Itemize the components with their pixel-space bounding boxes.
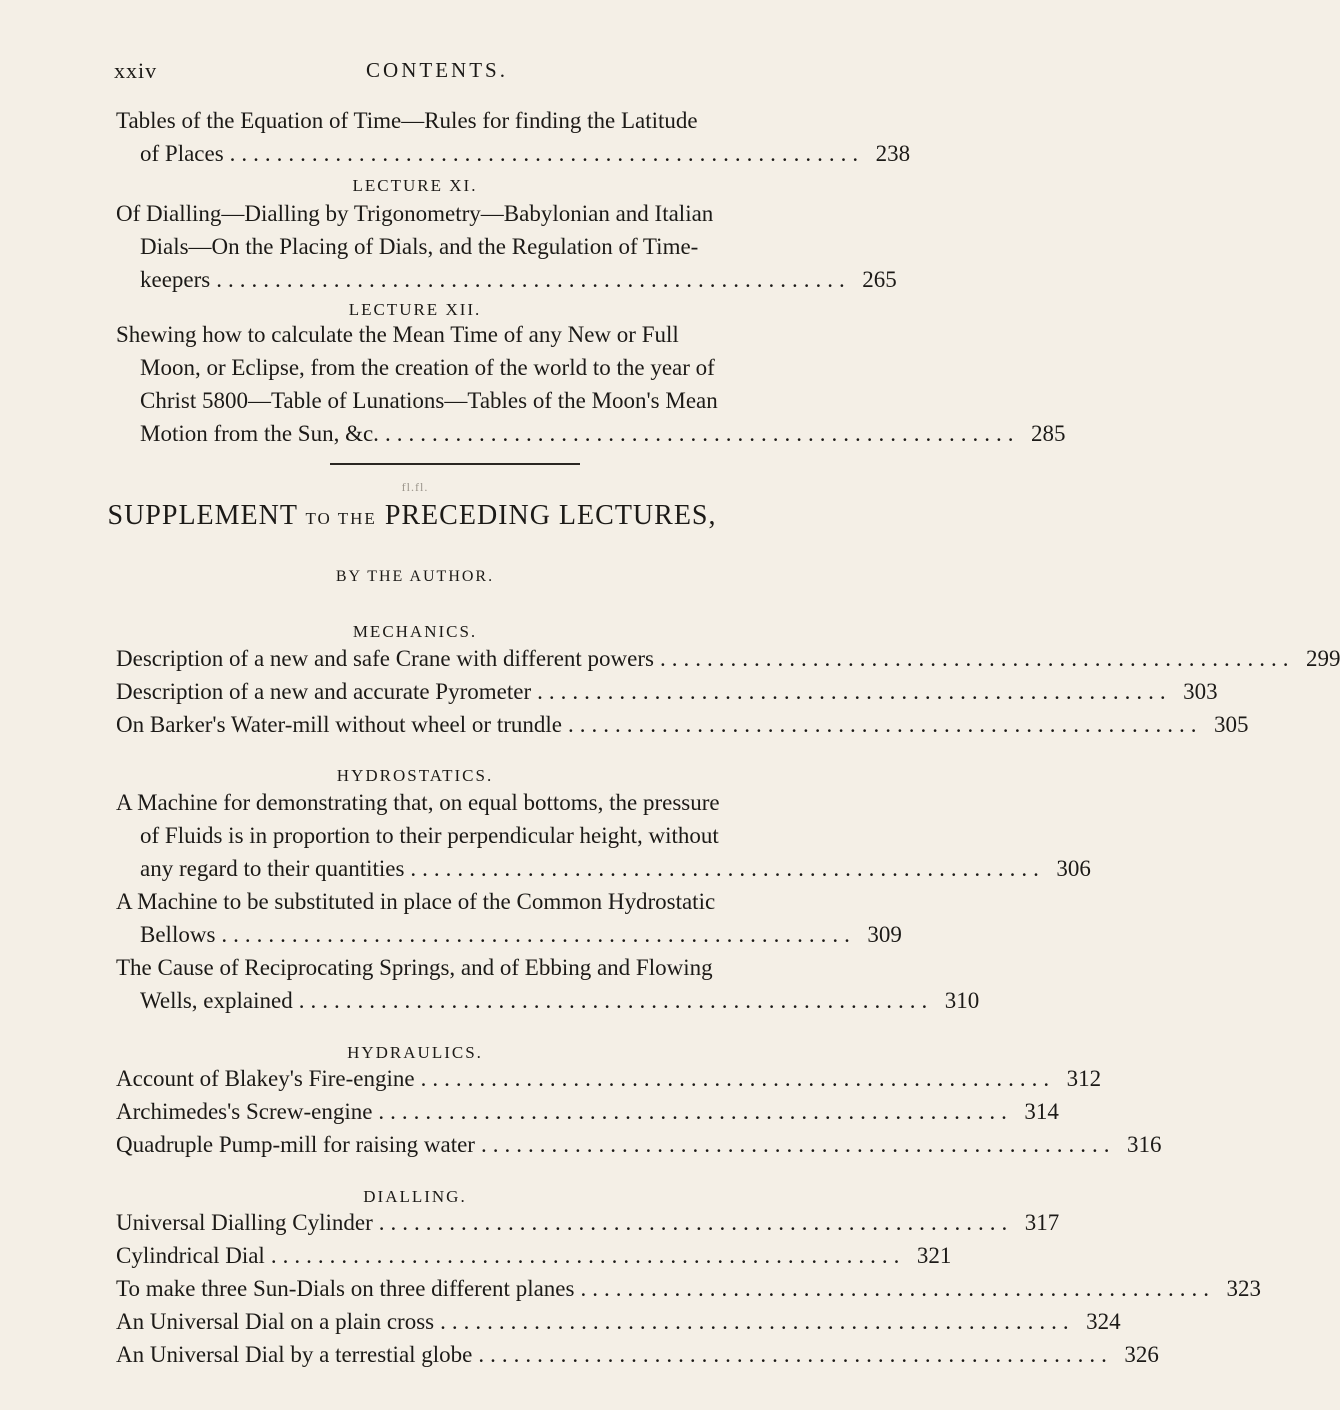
running-title: CONTENTS.: [366, 58, 508, 82]
entry-page-number: 265: [862, 267, 897, 292]
entry-page-number: 312: [1066, 1066, 1102, 1091]
entry-page-number: 238: [875, 141, 911, 166]
lecture-xi-heading: LECTURE XI.: [352, 176, 478, 195]
entry-last-line: [116, 918, 902, 951]
entry-page-number: 321: [916, 1243, 952, 1268]
toc-entry-three-sun-dials: [116, 1272, 1261, 1305]
entry-line: of Fluids is in proportion to their perpendicular height, without: [140, 823, 719, 848]
entry-text: Quadruple Pump-mill for raising water: [116, 1132, 475, 1157]
entry-last-line: [116, 137, 911, 170]
entry-last-line: [116, 675, 1218, 708]
entry-line: A Machine to be substituted in place of the Common Hydrostatic: [116, 889, 716, 914]
toc-entry-pump-mill: [116, 1128, 1162, 1161]
entry-text: Description of a new and safe Crane with different powers: [116, 646, 654, 671]
entry-text: Archimedes's Screw-engine: [116, 1099, 373, 1124]
leader-dots: ......................................................: [440, 1309, 1075, 1334]
entry-last-line: [116, 852, 1091, 885]
entry-text: On Barker's Water-mill without wheel or trundle: [116, 712, 562, 737]
toc-entry-hydrostatic-bellows: [116, 885, 902, 951]
entry-page-number: 324: [1086, 1309, 1121, 1334]
running-head: [114, 58, 730, 88]
lecture-xii-heading: LECTURE XII.: [348, 300, 482, 319]
entry-line: Tables of the Equation of Time—Rules for finding the Latitude: [116, 108, 698, 133]
entry-page-number: 299: [1305, 646, 1340, 671]
entry-line: Moon, or Eclipse, from the creation of the world to the year of: [140, 355, 715, 380]
toc-entry-fire-engine: [116, 1062, 1102, 1095]
entry-last-line: [116, 263, 897, 296]
entry-page-number: 306: [1056, 856, 1091, 881]
toc-entry-pyrometer: [116, 675, 1218, 708]
dialling-heading: DIALLING.: [363, 1187, 467, 1206]
entry-line: Of Dialling—Dialling by Trigonometry—Babylonian and Italian: [116, 201, 714, 226]
entry-line: A Machine for demonstrating that, on equal bottoms, the pressure: [116, 790, 720, 815]
entry-last-line: [116, 1305, 1121, 1338]
leader-dots: ......................................................: [270, 1243, 906, 1268]
entry-page-number: 326: [1124, 1342, 1159, 1367]
entry-last-line: [116, 1338, 1159, 1371]
leader-dots: ......................................................: [480, 1132, 1116, 1157]
entry-text: Description of a new and accurate Pyrometer: [116, 679, 532, 704]
entry-text: of Places: [140, 141, 224, 166]
library-stamp: fl.fl.: [401, 480, 429, 494]
leader-dots: ......................................................: [221, 922, 856, 947]
supplement-title-part: PRECEDING LECTURES,: [384, 500, 717, 531]
toc-entry-reciprocating-springs: [116, 951, 980, 1017]
toc-entry-dialling: [116, 197, 897, 296]
entry-text: Bellows: [140, 922, 216, 947]
entry-line: Dials—On the Placing of Dials, and the Regulation of Time-: [140, 234, 699, 259]
entry-last-line: [116, 1239, 952, 1272]
leader-dots: ......................................................: [298, 988, 934, 1013]
leader-dots: ......................................................: [229, 141, 865, 166]
toc-entry-tables-equation-time: [116, 104, 911, 170]
entry-text: Account of Blakey's Fire-engine: [116, 1066, 415, 1091]
entry-last-line: [116, 1062, 1102, 1095]
leader-dots: ......................................................: [420, 1066, 1056, 1091]
leader-dots: ......................................................: [567, 712, 1203, 737]
supplement-byline: BY THE AUTHOR.: [335, 568, 495, 585]
entry-line: Shewing how to calculate the Mean Time of any New or Full: [116, 322, 679, 347]
section-divider-rule: [330, 463, 580, 465]
entry-last-line: [116, 1272, 1261, 1305]
leader-dots: ......................................................: [537, 679, 1172, 704]
entry-page-number: 285: [1030, 421, 1066, 446]
entry-line: Christ 5800—Table of Lunations—Tables of the Moon's Mean: [140, 388, 718, 413]
entry-text: To make three Sun-Dials on three different planes: [116, 1276, 575, 1301]
mechanics-heading: MECHANICS.: [352, 622, 478, 641]
entry-page-number: 310: [944, 988, 980, 1013]
hydrostatics-heading: HYDROSTATICS.: [336, 766, 494, 785]
toc-entry-plain-cross-dial: [116, 1305, 1121, 1338]
toc-entry-dialling-cylinder: [116, 1206, 1060, 1239]
entry-page-number: 309: [867, 922, 902, 947]
entry-page-number: 305: [1213, 712, 1249, 737]
entry-text: Universal Dialling Cylinder: [116, 1210, 373, 1235]
entry-line: The Cause of Reciprocating Springs, and of Ebbing and Flowing: [116, 955, 713, 980]
entry-page-number: 314: [1024, 1099, 1059, 1124]
supplement-title-part: SUPPLEMENT: [107, 500, 298, 531]
hydraulics-heading: HYDRAULICS.: [347, 1043, 483, 1062]
supplement-title: [0, 500, 800, 532]
supplement-title-part: TO THE: [305, 509, 377, 528]
toc-entry-water-mill: [116, 708, 1249, 741]
leader-dots: ......................................................: [580, 1276, 1215, 1301]
entry-page-number: 303: [1183, 679, 1218, 704]
toc-entry-mean-time: [116, 318, 1066, 450]
entry-last-line: [116, 1128, 1162, 1161]
entry-text: Cylindrical Dial: [116, 1243, 265, 1268]
leader-dots: ......................................................: [378, 1099, 1013, 1124]
entry-last-line: [116, 417, 1066, 450]
entry-text: Wells, explained: [140, 988, 293, 1013]
toc-entry-crane: [116, 642, 1340, 675]
toc-entry-screw-engine: [116, 1095, 1059, 1128]
entry-last-line: [116, 1206, 1060, 1239]
entry-text: keepers: [140, 267, 211, 292]
entry-page-number: 323: [1226, 1276, 1261, 1301]
entry-text: Motion from the Sun, &c.: [140, 421, 379, 446]
leader-dots: ......................................................: [384, 421, 1020, 446]
toc-entry-cylindrical-dial: [116, 1239, 952, 1272]
entry-last-line: [116, 984, 980, 1017]
entry-last-line: [116, 642, 1340, 675]
leader-dots: ......................................................: [659, 646, 1295, 671]
entry-text: any regard to their quantities: [140, 856, 405, 881]
entry-page-number: 317: [1024, 1210, 1060, 1235]
leader-dots: ......................................................: [410, 856, 1045, 881]
entry-text: An Universal Dial by a terrestial globe: [116, 1342, 473, 1367]
page-number: xxiv: [114, 58, 158, 83]
toc-entry-globe-dial: [116, 1338, 1159, 1371]
leader-dots: ......................................................: [216, 267, 851, 292]
leader-dots: ......................................................: [478, 1342, 1113, 1367]
entry-last-line: [116, 1095, 1059, 1128]
entry-last-line: [116, 708, 1249, 741]
entry-page-number: 316: [1126, 1132, 1162, 1157]
leader-dots: ......................................................: [378, 1210, 1014, 1235]
toc-entry-fluid-pressure: [116, 786, 1091, 885]
entry-text: An Universal Dial on a plain cross: [116, 1309, 435, 1334]
